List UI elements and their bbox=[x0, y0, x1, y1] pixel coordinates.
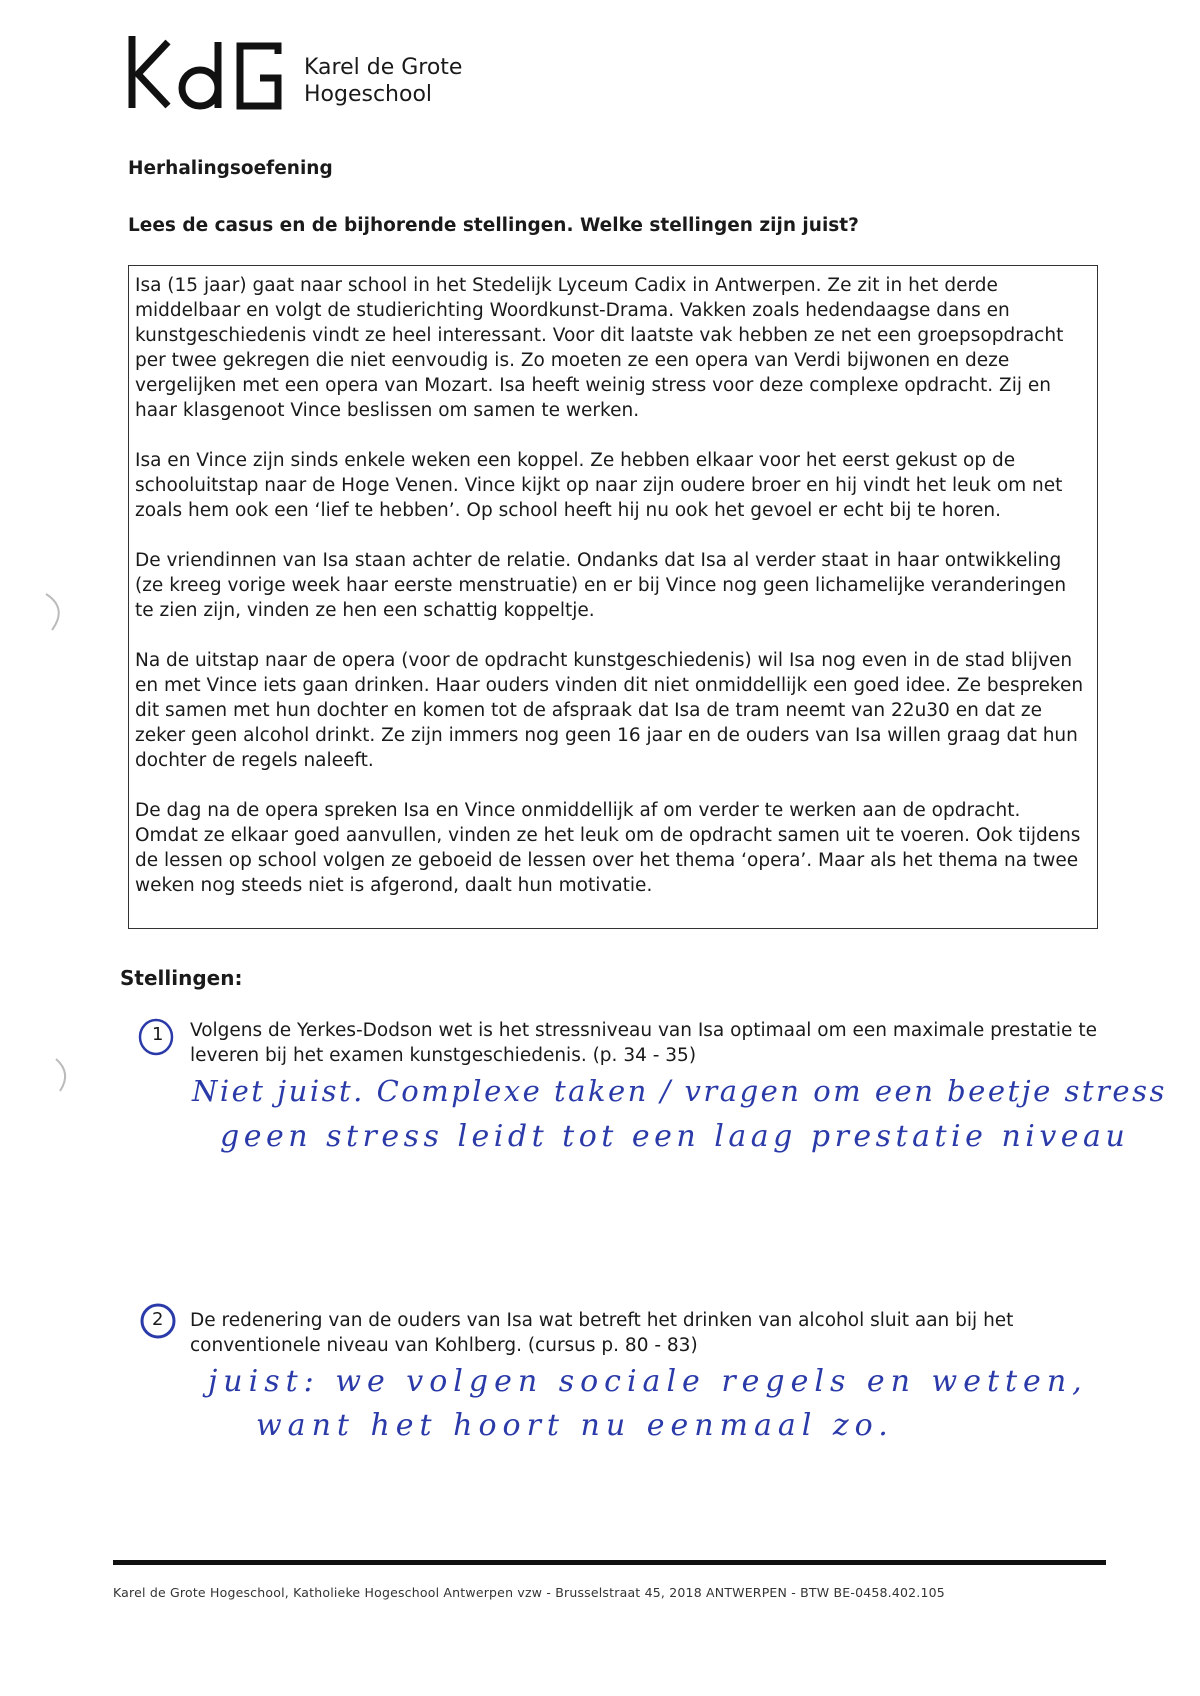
punch-hole-mark bbox=[42, 590, 72, 634]
punch-hole-mark bbox=[52, 1055, 76, 1095]
logo-name-line2: Hogeschool bbox=[304, 82, 433, 107]
case-text-box bbox=[128, 265, 1098, 929]
case-paragraph: Na de uitstap naar de opera (voor de opdracht kunstgeschiedenis) wil Isa nog even in de stad blijven en met Vince iets gaan drinken. Haar ouders vinden dit niet onmiddellijk een goed idee. Ze bespreken dit samen met hun dochter en komen tot de afspraak dat Isa de tram neemt van 22u30 en dat ze zeker geen alcohol drinkt. Ze zijn immers nog geen 16 jaar en de ouders van Isa willen graag dat hun dochter de regels naleeft. bbox=[135, 650, 1084, 771]
footer-divider bbox=[113, 1560, 1106, 1565]
exercise-title: Herhalingsoefening bbox=[128, 158, 333, 179]
case-paragraph: De vriendinnen van Isa staan achter de relatie. Ondanks dat Isa al verder staat in haar ontwikkeling (ze kreeg vorige week haar eerste menstruatie) en er bij Vince nog geen lichamelijke veranderingen te zien zijn, vinden ze hen een schattig koppeltje. bbox=[135, 550, 1067, 621]
handwritten-answer-1-line1: Niet juist. Complexe taken / vragen om een beetje stress bbox=[192, 1074, 1167, 1108]
statement-number-label: 2 bbox=[152, 1309, 164, 1330]
statement-number-1 bbox=[138, 1017, 174, 1055]
statement-number-label: 1 bbox=[152, 1024, 164, 1045]
statement-2-text: De redenering van de ouders van Isa wat betreft het drinken van alcohol sluit aan bij het conventionele niveau van Kohlberg. (cursus p. 80 - 83) bbox=[190, 1310, 1014, 1356]
kdg-logo-mark bbox=[128, 34, 288, 118]
footer-address: Karel de Grote Hogeschool, Katholieke Hogeschool Antwerpen vzw - Brusselstraat 45, 2018 ANTWERPEN - BTW BE-0458.402.105 bbox=[113, 1585, 945, 1600]
handwritten-answer-1-line2: geen stress leidt tot een laag prestatie niveau bbox=[220, 1119, 1130, 1154]
case-paragraph: De dag na de opera spreken Isa en Vince onmiddellijk af om verder te werken aan de opdracht. Omdat ze elkaar goed aanvullen, vinden ze het leuk om de opdracht samen uit te voeren. Ook tijdens de lessen op school volgen ze geboeid de lessen over het thema ‘opera’. Maar als het thema na twee weken nog steeds niet is afgerond, daalt hun motivatie. bbox=[135, 800, 1081, 896]
exercise-instruction: Lees de casus en de bijhorende stellingen. Welke stellingen zijn juist? bbox=[128, 215, 859, 236]
handwritten-answer-2-line1: juist: we volgen sociale regels en wetten, bbox=[208, 1364, 1088, 1399]
handwritten-answer-2-line2: want het hoort nu eenmaal zo. bbox=[256, 1408, 894, 1443]
statement-number-2 bbox=[140, 1303, 176, 1339]
statements-title: Stellingen: bbox=[120, 966, 243, 990]
statement-1-text: Volgens de Yerkes-Dodson wet is het stressniveau van Isa optimaal om een maximale prestatie te leveren bij het examen kunstgeschiedenis. (p. 34 - 35) bbox=[190, 1020, 1097, 1066]
logo-name-line1: Karel de Grote bbox=[304, 55, 463, 80]
case-paragraph: Isa (15 jaar) gaat naar school in het Stedelijk Lyceum Cadix in Antwerpen. Ze zit in het derde middelbaar en volgt de studierichting Woordkunst-Drama. Vakken zoals hedendaagse dans en kunstgeschiedenis vindt ze heel interessant. Voor dit laatste vak hebben ze net een groepsopdracht per twee gekregen die niet eenvoudig is. Zo moeten ze een opera van Verdi bijwonen en deze vergelijken met een opera van Mozart. Isa heeft weinig stress voor deze complexe opdracht. Zij en haar klasgenoot Vince beslissen om samen te werken. bbox=[135, 275, 1064, 421]
case-paragraph: Isa en Vince zijn sinds enkele weken een koppel. Ze hebben elkaar voor het eerst gekust op de schooluitstap naar de Hoge Venen. Vince kijkt op naar zijn oudere broer en hij vindt het leuk om net zoals hem ook een ‘lief te hebben’. Op school heeft hij nu ook het gevoel er echt bij te horen. bbox=[135, 450, 1063, 521]
